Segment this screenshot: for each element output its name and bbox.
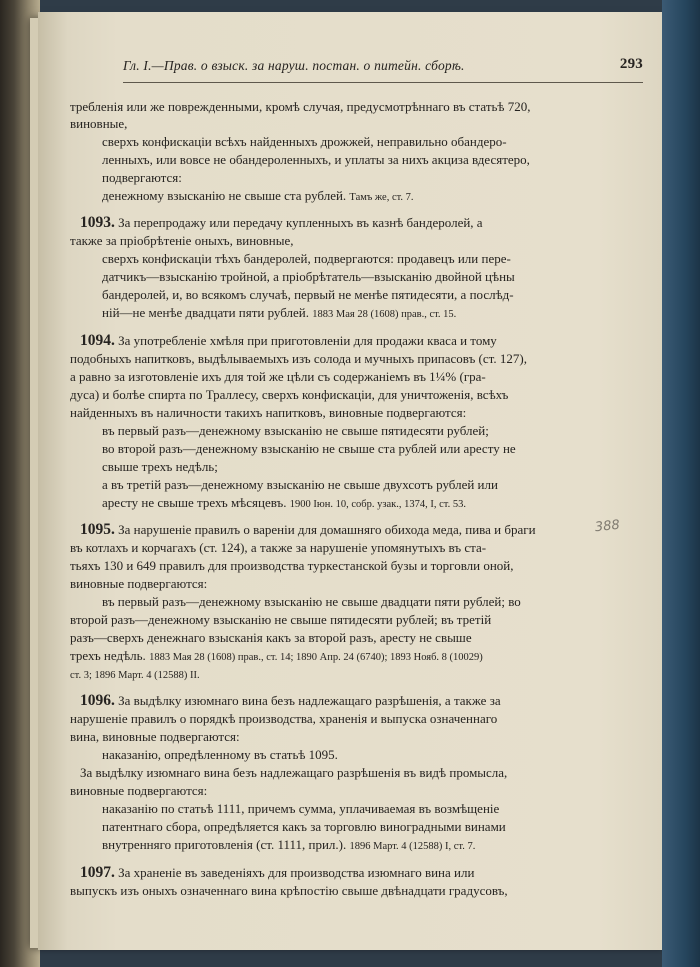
- text-line: выпускъ изъ оныхъ означеннаго вина крѣпостiю свыше двѣнадцати градусовъ,: [70, 883, 508, 898]
- article-1095-line: 1095. За нарушенiе правилъ о варенiи для домашняго обихода меда, пива и браги: [80, 521, 536, 538]
- text-line: а въ третiй разъ—денежному взысканiю не свыше двухсотъ рублей или: [102, 477, 498, 492]
- text-line: подобныхъ напитковъ, выдѣлываемыхъ изъ солода и мучныхъ припасовъ (ст. 127),: [70, 351, 527, 366]
- text-line: виновные,: [70, 116, 128, 131]
- text-line: ленныхъ, или вовсе не обандероленныхъ, и уплаты за нихъ акциза вдесятеро,: [102, 152, 530, 167]
- text-line: наказанiю по статьѣ 1111, причемъ сумма, уплачиваемая въ возмѣщенiе: [102, 801, 500, 816]
- header-title: Гл. I.—Прав. о взыск. за наруш. постан. о питейн. сборѣ.: [123, 58, 465, 73]
- article-number: 1094.: [80, 332, 115, 349]
- text-line: наказанiю, опредѣленному въ статьѣ 1095.: [102, 747, 338, 762]
- text-line: виновные подвергаются:: [70, 576, 208, 591]
- text-line: датчикъ—взысканiю тройной, а прiобрѣтатель—взысканiю двойной цѣны: [102, 269, 515, 284]
- text-line: дуса) и болѣе спирта по Траллесу, сверхъ конфискацiи, для уничтоженiя, всѣхъ: [70, 387, 509, 402]
- text-line: требленiя или же поврежденными, кромѣ случая, предусмотрѣннаго въ статьѣ 720,: [70, 99, 531, 114]
- text-line: внутренняго приготовленiя (ст. 1111, прил.). 1896 Март. 4 (12588) I, ст. 7.: [102, 837, 476, 852]
- text-line: сверхъ конфискацiи тѣхъ бандеролей, подвергаются: продавецъ или пере-: [102, 251, 511, 266]
- text-line: найденныхъ въ наличности такихъ напитковъ, виновные подвергаются:: [70, 405, 467, 420]
- citation: ст. 3; 1896 Март. 4 (12588) II.: [70, 670, 200, 681]
- citation: 1900 Iюн. 10, собр. узак., 1374, I, ст. 53.: [289, 499, 466, 510]
- text-line: во второй разъ—денежному взысканiю не свыше ста рублей или аресту не: [102, 441, 516, 456]
- text-line: сверхъ конфискацiи всѣхъ найденныхъ дрожжей, неправильно обандеро-: [102, 134, 507, 149]
- article-1096-line: 1096. За выдѣлку изюмнаго вина безъ надлежащаго разрѣшенiя, а также за: [80, 692, 501, 709]
- text-line: свыше трехъ недѣль;: [102, 459, 218, 474]
- citation: 1883 Мая 28 (1608) прав., ст. 14; 1890 Апр. 24 (6740); 1893 Нояб. 8 (10029): [149, 652, 483, 663]
- book-page: [38, 12, 662, 950]
- text-line: въ котлахъ и корчагахъ (ст. 124), а также за нарушенiе упомянутыхъ въ ста-: [70, 540, 487, 555]
- running-header: [123, 56, 643, 78]
- text-line: а равно за изготовленiе ихъ для той же цѣли съ содержанiемъ въ 1¼% (гра-: [70, 369, 486, 384]
- text-line: патентнаго сбора, опредѣляется какъ за торговлю виноградными винами: [102, 819, 506, 834]
- text-line: второй разъ—денежному взысканiю не свыше пятидесяти рублей; въ третiй: [70, 612, 492, 627]
- text-line: трехъ недѣль. 1883 Мая 28 (1608) прав., ст. 14; 1890 Апр. 24 (6740); 1893 Нояб. 8 (10029): [70, 648, 483, 663]
- text-line: вина, виновные подвергаются:: [70, 729, 240, 744]
- text-line: въ первый разъ—денежному взысканiю не свыше двадцати пяти рублей; во: [102, 594, 521, 609]
- text-line: нарушенiе правилъ о порядкѣ производства, храненiя и выпуска означеннаго: [70, 711, 498, 726]
- page-number: 293: [619, 56, 643, 72]
- text-line: [70, 665, 200, 684]
- text-line: тьяхъ 130 и 649 правилъ для производства туркестанской бузы и торговли оной,: [70, 558, 514, 573]
- article-1094-line: 1094. За употребленiе хмѣля при приготовленiи для продажи кваса и тому: [80, 332, 497, 349]
- article-number: 1095.: [80, 521, 115, 538]
- text-line: также за прiобрѣтенiе оныхъ, виновные,: [70, 233, 294, 248]
- citation: 1883 Мая 28 (1608) прав., ст. 15.: [312, 309, 457, 320]
- book-cover: [662, 0, 700, 967]
- citation: Тамъ же, ст. 7.: [349, 192, 414, 203]
- header-rule: [123, 82, 643, 83]
- text-line: денежному взысканiю не свыше ста рублей. Тамъ же, ст. 7.: [102, 188, 414, 203]
- handwritten-margin-note: 388: [594, 517, 621, 536]
- text-line: виновные подвергаются:: [70, 783, 208, 798]
- article-1093-line: 1093. За перепродажу или передачу купленныхъ въ казнѣ бандеролей, а: [80, 214, 483, 231]
- text-line: разъ—сверхъ денежнаго взысканiя какъ за второй разъ, аресту не свыше: [70, 630, 472, 645]
- text-line: въ первый разъ—денежному взысканiю не свыше пятидесяти рублей;: [102, 423, 489, 438]
- article-number: 1093.: [80, 214, 115, 231]
- text-line: подвергаются:: [102, 170, 182, 185]
- text-line: аресту не свыше трехъ мѣсяцевъ. 1900 Iюн. 10, собр. узак., 1374, I, ст. 53.: [102, 495, 466, 510]
- text-line: За выдѣлку изюмнаго вина безъ надлежащаго разрѣшенiя въ видѣ промысла,: [80, 765, 508, 780]
- article-number: 1096.: [80, 692, 115, 709]
- text-line: бандеролей, и, во всякомъ случаѣ, первый не менѣе пятидесяти, а послѣд-: [102, 287, 514, 302]
- article-number: 1097.: [80, 864, 115, 881]
- text-line: нiй—не менѣе двадцати пяти рублей. 1883 Мая 28 (1608) прав., ст. 15.: [102, 305, 457, 320]
- citation: 1896 Март. 4 (12588) I, ст. 7.: [349, 841, 476, 852]
- article-1097-line: 1097. За храненiе въ заведенiяхъ для производства изюмнаго вина или: [80, 864, 475, 881]
